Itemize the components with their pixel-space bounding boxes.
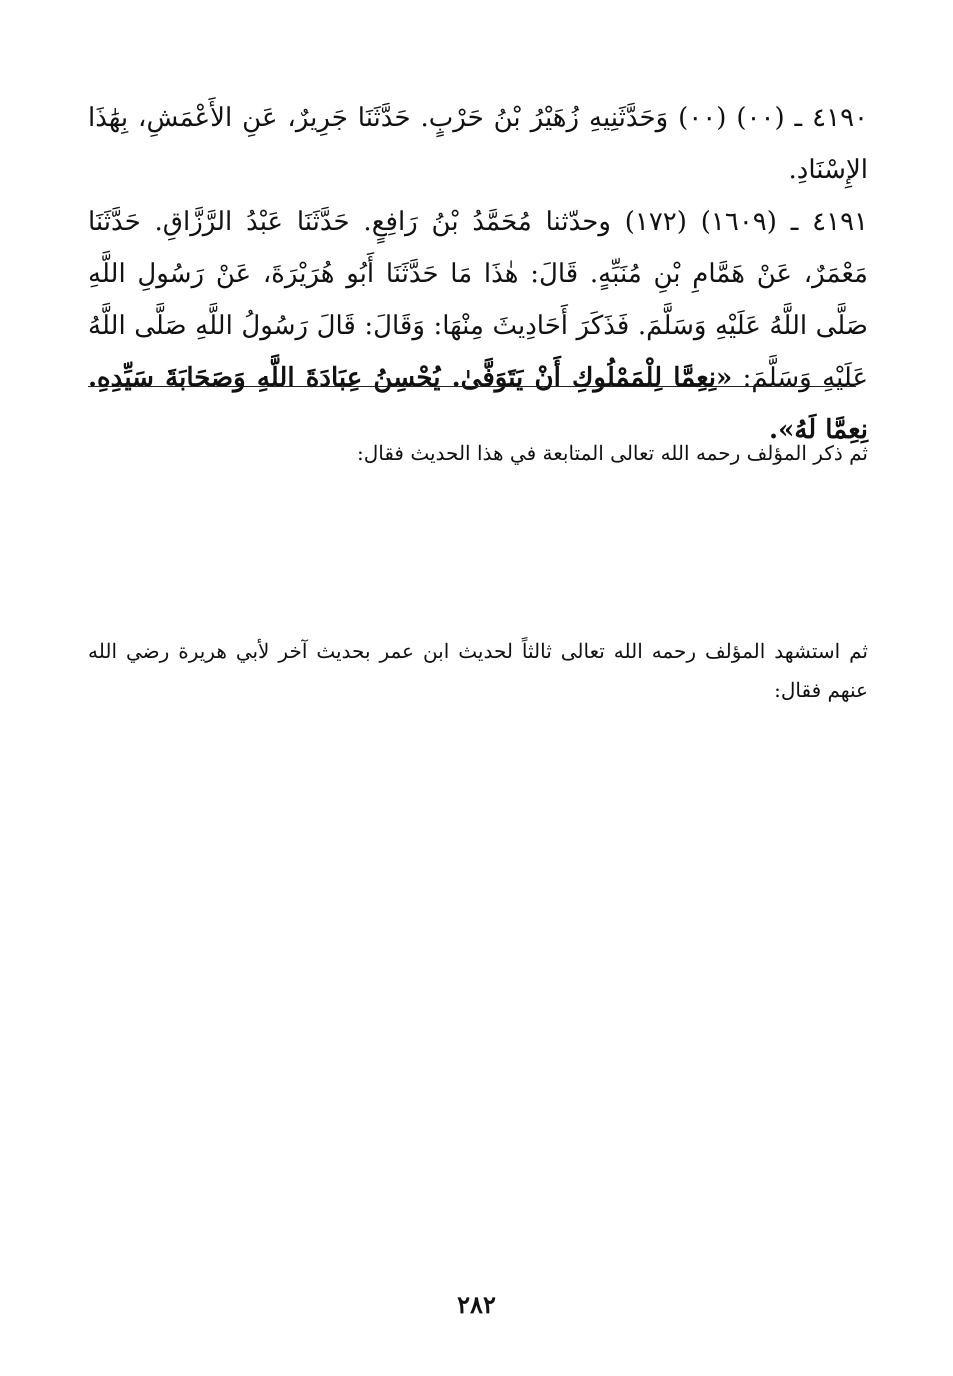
hadith-4191 <box>88 196 868 456</box>
hadith-4190-number: ٤١٩٠ ـ (٠٠) (٠٠) <box>678 103 868 133</box>
hadith-4190 <box>88 92 868 196</box>
commentary-intro-2: ثم استشهد المؤلف رحمه الله تعالى ثالثاً لحديث ابن عمر بحديث آخر لأبي هريرة رضي الله عنهم فقال: <box>88 639 868 702</box>
hadith-4191-text: وحدّثنا مُحَمَّدُ بْنُ رَافِعٍ. حَدَّثَنَا عَبْدُ الرَّزَّاقِ. حَدَّثَنَا مَعْمَرٌ، عَنْ هَمَّامِ بْنِ مُنَبِّهٍ. قَالَ: هٰذَا مَا حَدَّثَنَا أَبُو هُرَيْرَةَ، عَنْ رَسُولِ اللَّهِ صَلَّى اللَّهُ عَلَيْهِ وَسَلَّمَ. فَذَكَرَ أَحَادِيثَ مِنْهَا: وَقَالَ: قَالَ رَسُولُ اللَّهِ صَلَّى اللَّهُ عَلَيْهِ وَسَلَّمَ: <box>88 207 868 393</box>
commentary-intro-1: ثم ذكر المؤلف رحمه الله تعالى المتابعة في هذا الحديث فقال: <box>356 441 868 465</box>
hadith-4190-text: وَحَدَّثَنِيهِ زُهَيْرُ بْنُ حَرْبٍ. حَدَّثَنَا جَرِيرٌ، عَنِ الأَعْمَشِ، بِهَٰذَا الإِسْنَادِ. <box>88 103 868 185</box>
hadith-4191-quote: «نِعِمَّا لِلْمَمْلُوكِ أَنْ يَتَوَفَّىٰ. يُحْسِنُ عِبَادَةَ اللَّهِ وَصَحَابَةَ سَيِّدِهِ. نِعِمَّا لَهُ». <box>88 363 868 445</box>
hadith-4191-number: ٤١٩١ ـ (١٦٠٩) (١٧٢) <box>624 207 869 237</box>
footnote-divider <box>88 386 856 387</box>
page-number: ٢٨٢ <box>457 1290 496 1319</box>
